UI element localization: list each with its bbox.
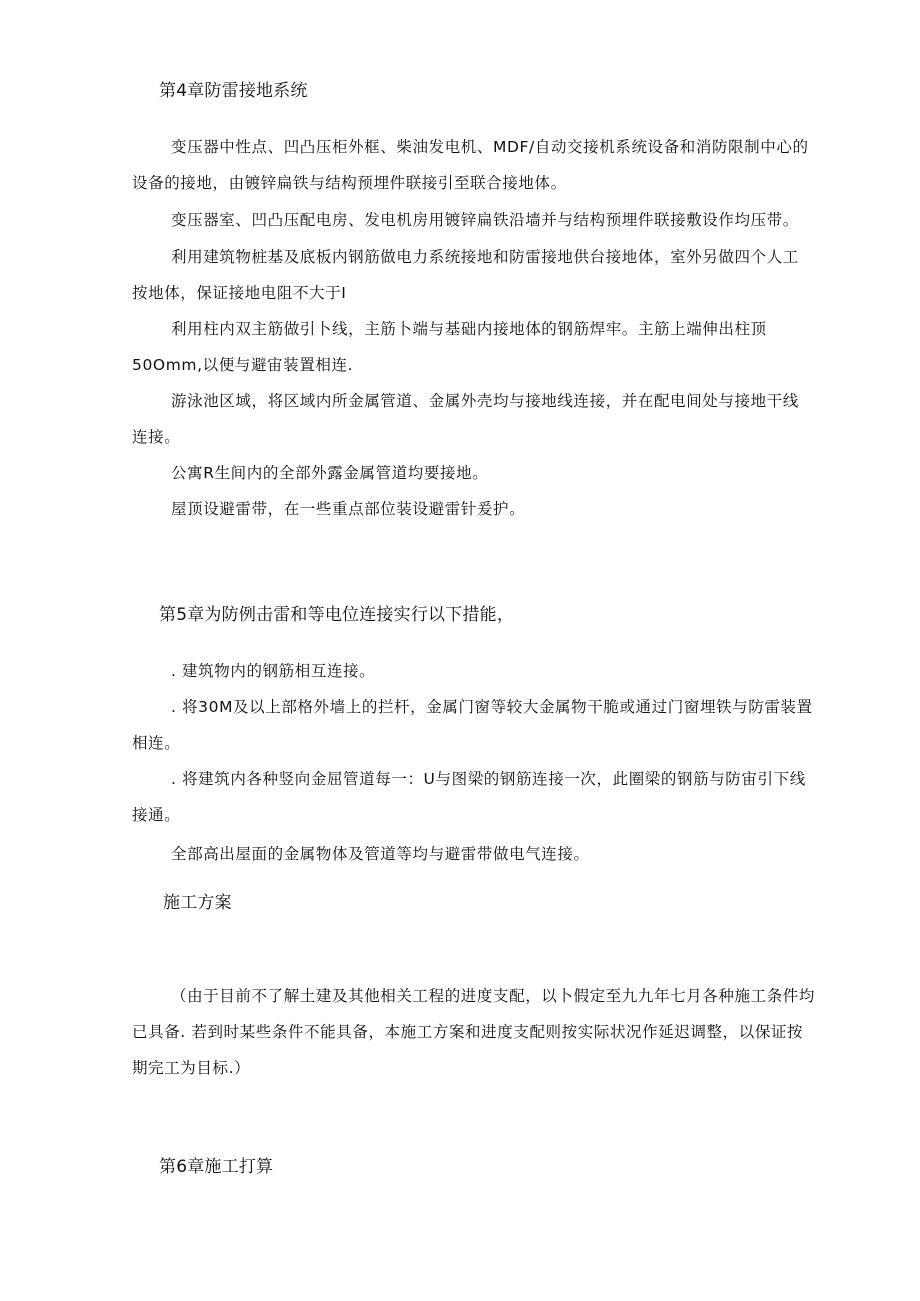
chapter-6-heading: 第6章施工打算 xyxy=(159,1157,274,1177)
ch4-p4-line1: 利用柱内双主筋做引卜线，主筋卜端与基础内接地体的钢筋焊牢。主筋上端伸出柱顶 xyxy=(171,320,767,338)
ch5-p4-line1: 全部高出屋面的金属物体及管道等均与避雷带做电气连接。 xyxy=(171,845,590,863)
ch4-p5-line2: 连接。 xyxy=(132,428,181,446)
ch5-p3-line1: . 将建筑内各种竖向金屈管道每一：U与图梁的钢筋连接一次，此圈梁的钢筋与防宙引下线 xyxy=(171,770,806,788)
construction-heading: 施工方案 xyxy=(163,893,232,913)
ch5-p1-line1: . 建筑物内的钢筋相互连接。 xyxy=(171,662,376,680)
ch5-p2-line2: 相连。 xyxy=(132,734,181,752)
ch4-p4-line2: 50Omm,以便与避宙装置相连. xyxy=(132,356,354,374)
ch4-p3-line2: 按地体，保证接地电阻不大于I xyxy=(132,284,347,302)
ch4-p1-line1: 变压器中性点、凹凸压柜外框、柴油发电机、MDF/自动交接机系统设备和消防限制中心的 xyxy=(171,138,809,156)
ch4-p7-line1: 屋顶设避雷带，在一些重点部位装设避雷针爰护。 xyxy=(171,500,526,518)
ch5-p3-line2: 接通。 xyxy=(132,806,181,824)
chapter-5-heading: 第5章为防例击雷和等电位连接实行以下措能， xyxy=(159,605,515,625)
ch4-p6-line1: 公寓R生间内的全部外露金属管道均要接地。 xyxy=(171,464,489,482)
construction-p1-line2: 已具备. 若到时某些条件不能具备，本施工方案和进度支配则按实际状况作延迟调整，以保证按 xyxy=(132,1023,804,1041)
construction-p1-line1: （由于目前不了解土建及其他相关工程的进度支配，以卜假定至九九年七月各种施工条件均 xyxy=(171,987,816,1005)
construction-p1-line3: 期完工为目标.） xyxy=(132,1059,251,1077)
ch4-p1-line2: 设备的接地，由镀锌扁铁与结构预埋件联接引至联合接地体。 xyxy=(132,174,567,192)
ch4-p2-line1: 变压器室、凹凸压配电房、发电机房用镀锌扁铁沿墙并与结构预埋件联接敷设作均压带。 xyxy=(171,211,799,229)
chapter-4-heading: 第4章防雷接地系统 xyxy=(159,81,308,101)
ch4-p3-line1: 利用建筑物桩基及底板内钢筋做电力系统接地和防雷接地供台接地体，室外另做四个人工 xyxy=(171,248,799,266)
ch5-p2-line1: . 将30M及以上部格外墙上的拦杆，金属门窗等较大金属物干脆或通过门窗埋铁与防雷装置 xyxy=(171,698,813,716)
ch4-p5-line1: 游泳池区域，将区域内所金属管道、金属外壳均与接地线连接，并在配电间处与接地干线 xyxy=(171,392,799,410)
